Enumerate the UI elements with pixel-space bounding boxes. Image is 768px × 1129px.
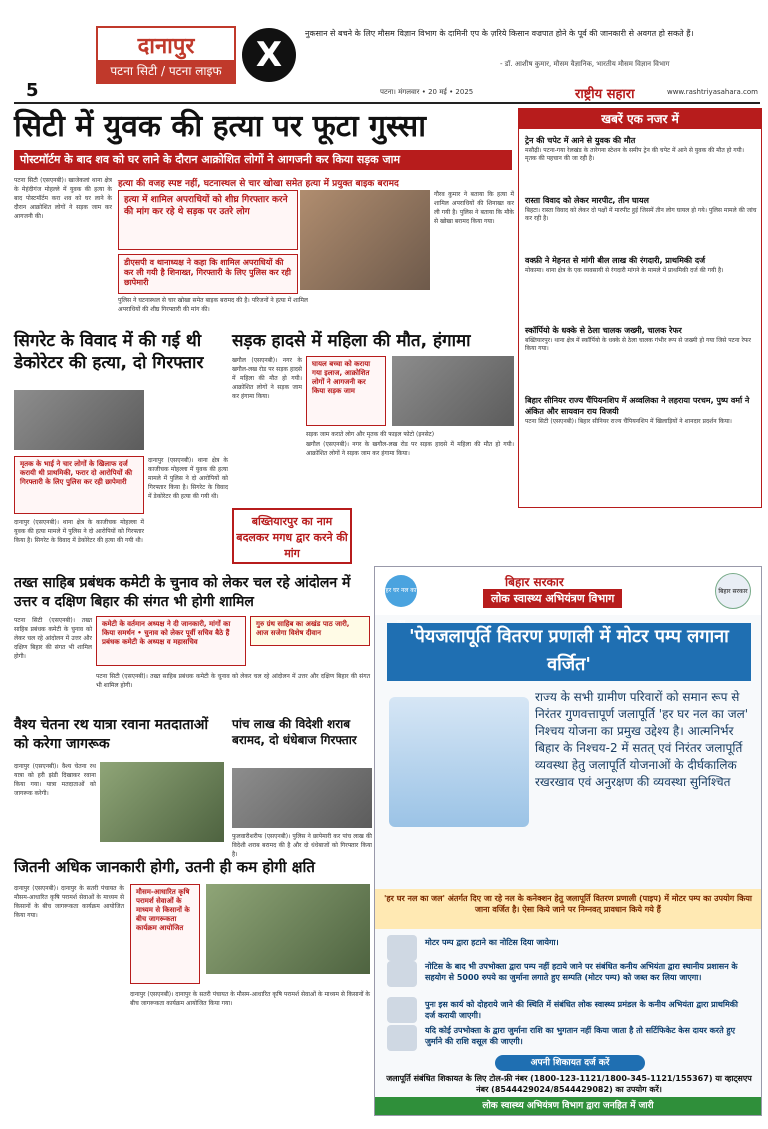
story2-highlight: [14, 456, 144, 514]
news-brief-panel: [518, 108, 762, 508]
header-rule: [14, 102, 760, 104]
fir-icon: [387, 997, 417, 1023]
fine-icon: [387, 961, 417, 987]
story2-headline: सिगरेट के विवाद में की गई थी डेकोरेटर की हत्या, दो गिरफ्तार: [14, 331, 204, 373]
story4-body: पटना सिटी (एसएनबी)। तख्त साहिब प्रबंधक कमेटी के चुनाव को लेकर चल रहे आंदोलन में उत्तर और दक्षिण बिहार की संगत भी शामिल होगी।: [14, 617, 92, 660]
ad-notice-strip: 'हर घर नल का जल' अंतर्गत दिए जा रहे नल के कनेक्शन हेतु जलापूर्ति वितरण प्रणाली (पाइप) में मोटर पम्प का उपयोग किया जाना वर्जित है। ऐसा किये जाने पर निम्नवत् प्रावधान किये गये हैं: [375, 889, 761, 929]
ad-rule-1: मोटर पम्प द्वारा हटाने का नोटिस दिया जायेगा।: [425, 938, 559, 947]
news-item-body: मसौढ़ी। पटना-गया रेलखंड के तारेगना स्टेशन के समीप ट्रेन की चपेट में आने से युवक की मौत हो गयी। मृतक की पहचान की जा रही है।: [525, 147, 744, 162]
story5-photo: [100, 762, 224, 842]
story7-photo: [206, 884, 370, 974]
story6-body: फुलवारीशरीफ (एसएनबी)। पुलिस ने छापेमारी कर पांच लाख की विदेशी शराब बरामद की है और दो धंधेबाजों को गिरफ्तार किया है।: [232, 833, 372, 858]
quote-text: नुकसान से बचने के लिए मौसम विज्ञान विभाग के दामिनी एप के ज़रिये किसान वज्रपात होने के पूर्व की जानकारी से अवगत हो सकते हैं।: [305, 29, 694, 38]
ad-footer: लोक स्वास्थ्य अभियंत्रण विभाग द्वारा जनहित में जारी: [375, 1097, 761, 1115]
lead-highlight-box-2: [118, 254, 298, 294]
lead-highlight-2: डीएसपी व थानाध्यक्ष ने कहा कि शामिल अपराधियों की कर ली गयी है शिनाख्त, गिरफ्तारी के लिए पुलिस कर रही छापेमारी: [124, 258, 291, 287]
motor-pump-icon: [387, 935, 417, 961]
news-item-title: रास्ता विवाद को लेकर मारपीट, तीन घायल: [525, 196, 649, 205]
government-advertisement: [374, 566, 762, 1116]
x-logo-icon: X: [242, 28, 296, 82]
story2-highlight-text: मृतक के भाई ने चार लोगों के खिलाफ दर्ज करायी थी प्राथमिकी, फरार दो आरोपियों की गिरफ्तारी के लिए पुलिस कर रही छापेमारी: [20, 460, 133, 486]
ad-body-text: राज्य के सभी ग्रामीण परिवारों को समान रूप से निरंतर गुणवत्तापूर्ण जलापूर्ति 'हर घर नल का जल' निश्चय योजना का प्रमुख उद्देश्य है। आत्मनिर्भर बिहार के निश्चय-2 में सतत् एवं निरंतर जलापूर्ति व्यवस्था हेतु जलापूर्ति योजनाओं के दीर्घकालिक रखरखाव एवं अनुरक्षण की व्यवस्था सुनिश्चित: [535, 690, 749, 789]
story3-photo: [392, 356, 514, 426]
ad-rule-2: नोटिस के बाद भी उपभोक्ता द्वारा पम्प नहीं हटाये जाने पर संबंधित कनीय अभियंता द्वारा स्थानीय प्रशासन के सहयोग से 5000 रुपये का जुर्माना लगाते हुए सम्पति (मोटर पम्प) को जब्त कर लिया जाएगा।: [425, 962, 738, 982]
story7-highlight-text: मौसम-आधारित कृषि परामर्श सेवाओं के माध्यम से किसानों के बीच जागरूकता कार्यक्रम आयोजित: [136, 888, 190, 932]
news-item-3[interactable]: [525, 255, 757, 275]
website-link[interactable]: www.rashtriyasahara.com: [666, 88, 758, 96]
story3-body: खगौल (एसएनबी)। नगर के खगौल-लख रोड पर सड़क हादसे में महिला की मौत हो गयी। आक्रोशित लोगों ने सड़क जाम कर हंगामा किया।: [232, 357, 302, 400]
side-headline-box: बख्तियारपुर का नाम बदलकर मगध द्वार करने की मांग: [232, 508, 352, 564]
story5-body: दानापुर (एसएनबी)। वैश्य चेतना रथ यात्रा को हरी झंडी दिखाकर रवाना किया गया। यात्रा मतदाताओं को जागरूक करेगी।: [14, 763, 96, 797]
story6-photo: [232, 768, 372, 828]
ad-emblem: हर घर नल का: [385, 575, 417, 607]
quote-author: - डॉ. आशीष कुमार, मौसम वैज्ञानिक, भारतीय मौसम विज्ञान विभाग: [500, 60, 670, 68]
news-panel-title: खबरें एक नजर में: [519, 109, 761, 129]
story2-photo: [14, 390, 144, 450]
story7-body-more: दानापुर (एसएनबी)। दानापुर के सतरी पंचायत के मौसम-आधारित कृषि परामर्श सेवाओं के माध्यम से किसानों के बीच जागरूकता कार्यक्रम आयोजित किया गया।: [130, 991, 370, 1007]
story4-headline: तख्त साहिब प्रबंधक कमेटी के चुनाव को लेकर चल रहे आंदोलन में उत्तर व दक्षिण बिहार की संगत भी होगी शामिल: [14, 575, 351, 610]
story7-body: दानापुर (एसएनबी)। दानापुर के सतरी पंचायत के मौसम-आधारित कृषि परामर्श सेवाओं के माध्यम से किसानों के बीच जागरूकता कार्यक्रम आयोजित किया गया।: [14, 885, 124, 919]
story4-highlight: [96, 616, 246, 666]
lead-body-col1: पटना सिटी (एसएनबी)। खाजेकलां थाना क्षेत्र के मेहंदीगंज मोहल्ले में युवक की हत्या के बाद पोस्टमॉर्टम करा शव को घर लाने के दौरान आक्रोशित लोगों ने सड़क जाम कर आगजनी की।: [14, 177, 112, 220]
story3-highlight-text: घायल बच्चा को कराया गया इलाज, आक्रोशित लोगों ने आगजनी कर किया सड़क जाम: [312, 360, 371, 395]
story3-headline: सड़क हादसे में महिला की मौत, हंगामा: [232, 331, 471, 351]
news-item-2[interactable]: [525, 195, 757, 223]
lead-subhead: हत्या की वजह स्पष्ट नहीं, घटनास्थल से चार खोखा समेत हत्या में प्रयुक्त बाइक बरामद: [118, 179, 399, 189]
story5-headline: वैश्य चेतना रथ यात्रा रवाना मतदाताओं को करेगा जागरूक: [14, 717, 209, 752]
story2-body: दानापुर (एसएनबी)। थाना क्षेत्र के काजीचक मोहल्ला में युवक की हत्या मामले में पुलिस ने दो आरोपियों को गिरफ्तार किया है। सिगरेट के विवाद में डेकोरेटर की हत्या की गयी थी।: [148, 457, 228, 500]
news-item-title: वक्फ़ी ने मेहनत से मांगी बील लाख की रंगदारी, प्राथमिकी दर्ज: [525, 256, 706, 265]
news-item-1[interactable]: [525, 135, 757, 163]
lead-body-col3: गौरव कुमार ने बताया कि हत्या में शामिल अपराधियों की शिनाख्त कर ली गयी है। पुलिस ने बताया कि मौके से खोखा बरामद किया गया।: [434, 191, 514, 225]
news-item-title: बिहार सीनियर राज्य चैंपियनशिप में अव्वलिका ने लहराया परचम, पुष्प वर्मा ने अंकित और सायवान राय विजयी: [525, 396, 750, 416]
news-item-5[interactable]: [525, 395, 757, 426]
lead-body-col2: पुलिस ने घटनास्थल से चार खोखा समेत बाइक बरामद की है। परिजनों ने हत्या में शामिल अपराधियों की शीघ्र गिरफ्तारी की मांग की।: [118, 297, 308, 313]
lead-highlight-box: [118, 190, 298, 250]
complaint-title: अपनी शिकायत दर्ज करें: [495, 1055, 645, 1071]
date-text: पटना। मंगलवार • 20 मई • 2025: [380, 88, 474, 96]
story4-inset-text: गुरु ग्रंथ साहिब का अखंड पाठ जारी, आज सजेगा विशेष दीवान: [256, 620, 350, 637]
ad-department: बिहार सरकार: [505, 575, 564, 589]
story4-highlight-text: कमेटी के वर्तमान अध्यक्ष ने दी जानकारी, मांगों का किया समर्थन • चुनाव को लेकर पूर्वी सचिव बैठे हैं प्रबंधक कमेटी के अध्यक्ष व महासचिव: [102, 620, 231, 646]
page-number: 5: [26, 80, 39, 101]
water-tap-illustration: [389, 697, 529, 827]
ad-rule-4: यदि कोई उपभोक्ता के द्वारा जुर्माना राशि का भुगतान नहीं किया जाता है तो सर्टिफिकेट केस दायर करते हुए जुर्माने की राशि वसूल की जाएगी।: [425, 1026, 736, 1046]
lead-strapline: पोस्टमॉर्टम के बाद शव को घर लाने के दौरान आक्रोशित लोगों ने आगजनी कर किया सड़क जाम: [14, 150, 512, 170]
lead-photo: [300, 190, 430, 290]
news-item-title: स्कॉर्पियो के धक्के से ठेला चालक जख्मी, चालक रेफर: [525, 326, 682, 335]
news-item-4[interactable]: [525, 325, 757, 353]
lead-headline: सिटी में युवक की हत्या पर फूटा गुस्सा: [14, 109, 426, 144]
certificate-case-icon: [387, 1025, 417, 1051]
complaint-text: जलापूर्ति संबंधित शिकायत के लिए टोल-फ्री नंबर (1800-123-1121/1800-345-1121/155367) या व्हाट्सएप नंबर (8544429024/8544429082) का उपयोग करें।: [386, 1074, 752, 1094]
brand-logo: राष्ट्रीय सहारा: [575, 87, 635, 102]
story4-inset: [250, 616, 370, 646]
story4-body-more: पटना सिटी (एसएनबी)। तख्त साहिब प्रबंधक कमेटी के चुनाव को लेकर चल रहे आंदोलन में उत्तर और दक्षिण बिहार की संगत भी शामिल होगी।: [96, 673, 370, 689]
ad-department-name: लोक स्वास्थ्य अभियंत्रण विभाग: [483, 589, 622, 608]
edition-title: दानापुर: [137, 34, 195, 59]
ad-rule-3: पुनः इस कार्य को दोहराये जाने की स्थिति में संबंधित लोक स्वास्थ्य प्रमंडल के कनीय अभियंता द्वारा प्राथमिकी दर्ज करायी जाएगी।: [425, 1000, 738, 1020]
news-item-body: बख्तियारपुर। थाना क्षेत्र में स्कॉर्पियो के धक्के से ठेला चालक गंभीर रूप से जख्मी हो गया जिसे पटना रेफर किया गया।: [525, 337, 752, 352]
story3-body-more: खगौल (एसएनबी)। नगर के खगौल-लख रोड पर सड़क हादसे में महिला की मौत हो गयी। आक्रोशित लोगों ने सड़क जाम कर हंगामा किया।: [306, 441, 514, 457]
edition-subtitle: पटना सिटी / पटना लाइफ: [98, 60, 234, 82]
story2-body-extra: दानापुर (एसएनबी)। थाना क्षेत्र के काजीचक मोहल्ला में युवक की हत्या मामले में पुलिस ने दो आरोपियों को गिरफ्तार किया है। सिगरेट के विवाद में डेकोरेटर की हत्या की गयी थी।: [14, 519, 144, 544]
edition-logo: [96, 26, 236, 84]
story3-caption: सड़क जाम कराते लोग और मृतक की फाइल फोटो (इनसेट): [306, 431, 435, 438]
news-item-title: ट्रेन की चपेट में आने से युवक की मौत: [525, 136, 636, 145]
story7-highlight: [130, 884, 200, 984]
dateline: [380, 88, 760, 102]
news-item-body: बिहटा। रास्ता विवाद को लेकर दो पक्षों में मारपीट हुई जिसमें तीन लोग घायल हो गये। पुलिस मामले की जांच कर रही है।: [525, 207, 757, 222]
news-item-body: मोकामा। थाना क्षेत्र के एक व्यवसायी से रंगदारी मांगने के मामले में प्राथमिकी दर्ज की गयी है।: [525, 267, 724, 274]
ad-seal: बिहार सरकार: [715, 573, 751, 609]
news-item-body: पटना सिटी (एसएनबी)। बिहार सीनियर राज्य चैंपियनशिप में खिलाड़ियों ने शानदार प्रदर्शन किया।: [525, 418, 732, 425]
ad-header: [375, 567, 761, 615]
ad-title: 'पेयजलापूर्ति वितरण प्रणाली में मोटर पम्प लगाना वर्जित': [387, 623, 751, 681]
story3-highlight: [306, 356, 386, 426]
story6-headline: पांच लाख की विदेशी शराब बरामद, दो धंधेबाज गिरफ्तार: [232, 717, 357, 747]
lead-highlight-1: हत्या में शामिल अपराधियों को शीघ्र गिरफ्तार करने की मांग कर रहे थे सड़क पर उतरे लोग: [124, 195, 288, 217]
story7-headline: जितनी अधिक जानकारी होगी, उतनी ही कम होगी क्षति: [14, 858, 315, 876]
